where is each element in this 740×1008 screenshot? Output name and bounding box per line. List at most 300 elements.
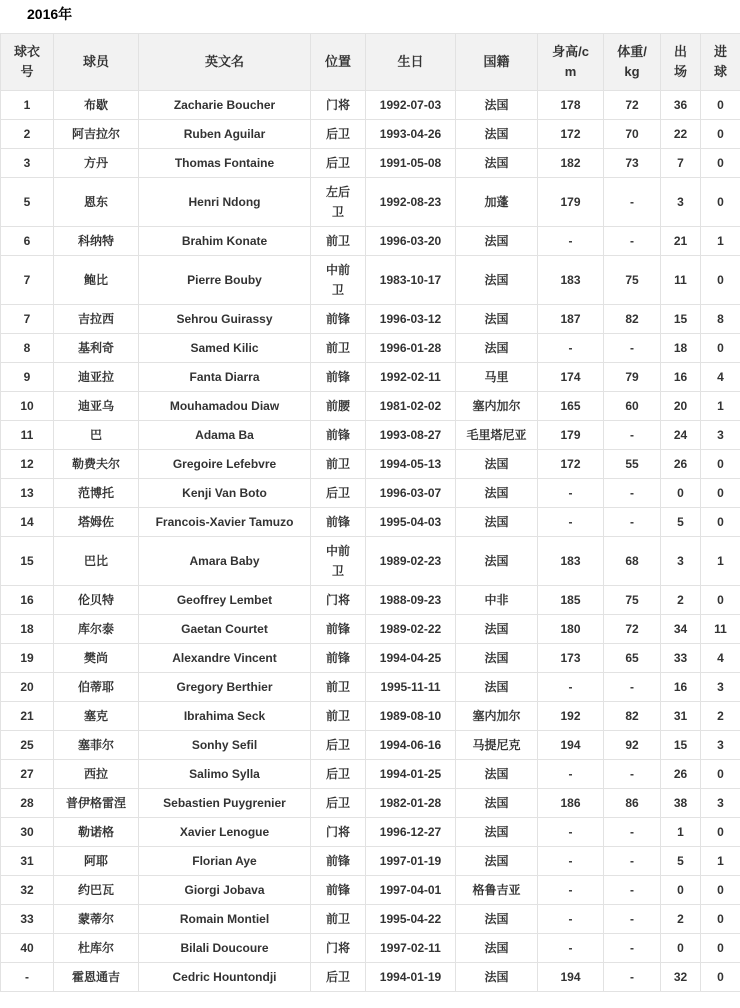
cell-nationality: 法国 bbox=[456, 789, 538, 818]
cell-nationality: 加蓬 bbox=[456, 178, 538, 227]
cell-player-name: 科纳特 bbox=[54, 227, 139, 256]
cell-jersey-number: 11 bbox=[1, 421, 54, 450]
cell-appearances: 3 bbox=[661, 537, 701, 586]
cell-height: 185 bbox=[538, 586, 604, 615]
cell-position: 前腰 bbox=[311, 392, 366, 421]
cell-birthday: 1982-01-28 bbox=[366, 789, 456, 818]
cell-position: 前卫 bbox=[311, 334, 366, 363]
cell-english-name: Thomas Fontaine bbox=[139, 149, 311, 178]
cell-weight: 73 bbox=[604, 149, 661, 178]
cell-player-name: 杜库尔 bbox=[54, 934, 139, 963]
cell-birthday: 1993-04-26 bbox=[366, 120, 456, 149]
cell-weight: - bbox=[604, 508, 661, 537]
cell-player-name: 迪亚乌 bbox=[54, 392, 139, 421]
table-row bbox=[1, 905, 740, 934]
cell-jersey-number: 32 bbox=[1, 876, 54, 905]
cell-jersey-number: 5 bbox=[1, 178, 54, 227]
cell-position: 中前卫 bbox=[311, 256, 366, 305]
cell-weight: 82 bbox=[604, 305, 661, 334]
cell-birthday: 1983-10-17 bbox=[366, 256, 456, 305]
cell-weight: 55 bbox=[604, 450, 661, 479]
cell-english-name: Sehrou Guirassy bbox=[139, 305, 311, 334]
cell-english-name: Amara Baby bbox=[139, 537, 311, 586]
cell-english-name: Alexandre Vincent bbox=[139, 644, 311, 673]
cell-birthday: 1988-09-23 bbox=[366, 586, 456, 615]
cell-nationality: 法国 bbox=[456, 818, 538, 847]
cell-player-name: 伦贝特 bbox=[54, 586, 139, 615]
table-row bbox=[1, 818, 740, 847]
cell-weight: - bbox=[604, 818, 661, 847]
table-row bbox=[1, 450, 740, 479]
cell-birthday: 1996-03-12 bbox=[366, 305, 456, 334]
cell-position: 前锋 bbox=[311, 305, 366, 334]
cell-height: 173 bbox=[538, 644, 604, 673]
cell-weight: - bbox=[604, 847, 661, 876]
cell-height: - bbox=[538, 479, 604, 508]
cell-birthday: 1992-02-11 bbox=[366, 363, 456, 392]
cell-position: 前锋 bbox=[311, 876, 366, 905]
cell-weight: 75 bbox=[604, 586, 661, 615]
cell-player-name: 巴比 bbox=[54, 537, 139, 586]
cell-english-name: Gregoire Lefebvre bbox=[139, 450, 311, 479]
cell-appearances: 38 bbox=[661, 789, 701, 818]
cell-position: 前卫 bbox=[311, 450, 366, 479]
cell-position: 后卫 bbox=[311, 149, 366, 178]
cell-height: - bbox=[538, 227, 604, 256]
cell-appearances: 7 bbox=[661, 149, 701, 178]
cell-height: 165 bbox=[538, 392, 604, 421]
cell-nationality: 中非 bbox=[456, 586, 538, 615]
cell-weight: 65 bbox=[604, 644, 661, 673]
table-row bbox=[1, 256, 740, 305]
cell-player-name: 阿耶 bbox=[54, 847, 139, 876]
cell-jersey-number: 40 bbox=[1, 934, 54, 963]
table-row bbox=[1, 673, 740, 702]
cell-appearances: 24 bbox=[661, 421, 701, 450]
table-body bbox=[1, 91, 740, 992]
cell-height: - bbox=[538, 334, 604, 363]
cell-goals: 1 bbox=[701, 227, 740, 256]
cell-english-name: Cedric Hountondji bbox=[139, 963, 311, 992]
cell-jersey-number: 15 bbox=[1, 537, 54, 586]
table-row bbox=[1, 731, 740, 760]
cell-jersey-number: 9 bbox=[1, 363, 54, 392]
cell-position: 门将 bbox=[311, 934, 366, 963]
col-header-appearances: 出场 bbox=[661, 34, 701, 91]
cell-weight: - bbox=[604, 963, 661, 992]
cell-nationality: 法国 bbox=[456, 615, 538, 644]
cell-jersey-number: 28 bbox=[1, 789, 54, 818]
cell-appearances: 20 bbox=[661, 392, 701, 421]
cell-goals: 0 bbox=[701, 149, 740, 178]
cell-jersey-number: 6 bbox=[1, 227, 54, 256]
table-row bbox=[1, 421, 740, 450]
cell-height: 186 bbox=[538, 789, 604, 818]
cell-english-name: Giorgi Jobava bbox=[139, 876, 311, 905]
cell-appearances: 2 bbox=[661, 905, 701, 934]
table-row bbox=[1, 876, 740, 905]
cell-nationality: 法国 bbox=[456, 905, 538, 934]
col-header-goals: 进球 bbox=[701, 34, 740, 91]
cell-english-name: Geoffrey Lembet bbox=[139, 586, 311, 615]
cell-weight: - bbox=[604, 905, 661, 934]
cell-birthday: 1994-04-25 bbox=[366, 644, 456, 673]
cell-jersey-number: 31 bbox=[1, 847, 54, 876]
cell-jersey-number: 8 bbox=[1, 334, 54, 363]
cell-position: 后卫 bbox=[311, 731, 366, 760]
cell-weight: 79 bbox=[604, 363, 661, 392]
cell-jersey-number: 12 bbox=[1, 450, 54, 479]
cell-weight: 70 bbox=[604, 120, 661, 149]
cell-english-name: Salimo Sylla bbox=[139, 760, 311, 789]
cell-height: 179 bbox=[538, 421, 604, 450]
cell-goals: 3 bbox=[701, 789, 740, 818]
cell-player-name: 塞克 bbox=[54, 702, 139, 731]
cell-weight: - bbox=[604, 760, 661, 789]
cell-jersey-number: 33 bbox=[1, 905, 54, 934]
cell-weight: 60 bbox=[604, 392, 661, 421]
cell-appearances: 15 bbox=[661, 305, 701, 334]
col-header-player-name: 球员 bbox=[54, 34, 139, 91]
cell-jersey-number: 14 bbox=[1, 508, 54, 537]
cell-position: 后卫 bbox=[311, 963, 366, 992]
cell-birthday: 1994-05-13 bbox=[366, 450, 456, 479]
table-row bbox=[1, 934, 740, 963]
cell-jersey-number: 21 bbox=[1, 702, 54, 731]
cell-player-name: 巴 bbox=[54, 421, 139, 450]
cell-appearances: 26 bbox=[661, 760, 701, 789]
cell-english-name: Sebastien Puygrenier bbox=[139, 789, 311, 818]
cell-english-name: Ruben Aguilar bbox=[139, 120, 311, 149]
cell-player-name: 方丹 bbox=[54, 149, 139, 178]
cell-weight: - bbox=[604, 178, 661, 227]
cell-birthday: 1994-01-19 bbox=[366, 963, 456, 992]
cell-jersey-number: 2 bbox=[1, 120, 54, 149]
table-row bbox=[1, 120, 740, 149]
cell-appearances: 18 bbox=[661, 334, 701, 363]
cell-player-name: 勒费夫尔 bbox=[54, 450, 139, 479]
cell-player-name: 库尔泰 bbox=[54, 615, 139, 644]
cell-height: 183 bbox=[538, 256, 604, 305]
cell-jersey-number: 25 bbox=[1, 731, 54, 760]
cell-goals: 0 bbox=[701, 760, 740, 789]
cell-english-name: Adama Ba bbox=[139, 421, 311, 450]
cell-height: - bbox=[538, 847, 604, 876]
cell-goals: 0 bbox=[701, 905, 740, 934]
cell-position: 左后卫 bbox=[311, 178, 366, 227]
cell-position: 前锋 bbox=[311, 847, 366, 876]
cell-player-name: 约巴瓦 bbox=[54, 876, 139, 905]
col-header-birthday: 生日 bbox=[366, 34, 456, 91]
cell-nationality: 法国 bbox=[456, 227, 538, 256]
cell-appearances: 0 bbox=[661, 479, 701, 508]
cell-position: 前卫 bbox=[311, 673, 366, 702]
cell-height: 182 bbox=[538, 149, 604, 178]
cell-player-name: 普伊格雷涅 bbox=[54, 789, 139, 818]
cell-appearances: 2 bbox=[661, 586, 701, 615]
table-row bbox=[1, 334, 740, 363]
cell-english-name: Pierre Bouby bbox=[139, 256, 311, 305]
cell-height: 187 bbox=[538, 305, 604, 334]
cell-nationality: 法国 bbox=[456, 91, 538, 120]
cell-height: 192 bbox=[538, 702, 604, 731]
cell-appearances: 15 bbox=[661, 731, 701, 760]
cell-player-name: 西拉 bbox=[54, 760, 139, 789]
cell-position: 后卫 bbox=[311, 479, 366, 508]
cell-player-name: 恩东 bbox=[54, 178, 139, 227]
cell-player-name: 鲍比 bbox=[54, 256, 139, 305]
cell-english-name: Brahim Konate bbox=[139, 227, 311, 256]
cell-height: 172 bbox=[538, 450, 604, 479]
cell-birthday: 1995-04-03 bbox=[366, 508, 456, 537]
cell-appearances: 16 bbox=[661, 673, 701, 702]
cell-goals: 1 bbox=[701, 847, 740, 876]
cell-nationality: 法国 bbox=[456, 450, 538, 479]
cell-position: 后卫 bbox=[311, 789, 366, 818]
cell-birthday: 1991-05-08 bbox=[366, 149, 456, 178]
cell-appearances: 5 bbox=[661, 508, 701, 537]
cell-position: 前锋 bbox=[311, 615, 366, 644]
col-header-height: 身高/cm bbox=[538, 34, 604, 91]
cell-nationality: 法国 bbox=[456, 256, 538, 305]
cell-player-name: 范博托 bbox=[54, 479, 139, 508]
cell-english-name: Ibrahima Seck bbox=[139, 702, 311, 731]
cell-jersey-number: 20 bbox=[1, 673, 54, 702]
cell-goals: 0 bbox=[701, 334, 740, 363]
cell-jersey-number: 13 bbox=[1, 479, 54, 508]
cell-appearances: 22 bbox=[661, 120, 701, 149]
cell-birthday: 1997-02-11 bbox=[366, 934, 456, 963]
cell-nationality: 塞内加尔 bbox=[456, 392, 538, 421]
cell-jersey-number: 27 bbox=[1, 760, 54, 789]
cell-birthday: 1993-08-27 bbox=[366, 421, 456, 450]
cell-height: 183 bbox=[538, 537, 604, 586]
cell-goals: 2 bbox=[701, 702, 740, 731]
cell-goals: 0 bbox=[701, 256, 740, 305]
table-row bbox=[1, 847, 740, 876]
cell-position: 前锋 bbox=[311, 644, 366, 673]
cell-player-name: 霍恩通吉 bbox=[54, 963, 139, 992]
cell-jersey-number: 19 bbox=[1, 644, 54, 673]
cell-goals: 3 bbox=[701, 421, 740, 450]
cell-birthday: 1995-11-11 bbox=[366, 673, 456, 702]
table-row bbox=[1, 479, 740, 508]
cell-player-name: 基利奇 bbox=[54, 334, 139, 363]
cell-nationality: 法国 bbox=[456, 847, 538, 876]
cell-appearances: 34 bbox=[661, 615, 701, 644]
page-title: 2016年 bbox=[27, 6, 73, 22]
cell-goals: 0 bbox=[701, 479, 740, 508]
cell-goals: 0 bbox=[701, 963, 740, 992]
cell-nationality: 法国 bbox=[456, 305, 538, 334]
cell-goals: 0 bbox=[701, 818, 740, 847]
cell-position: 前卫 bbox=[311, 905, 366, 934]
cell-nationality: 法国 bbox=[456, 963, 538, 992]
cell-player-name: 勒诺格 bbox=[54, 818, 139, 847]
cell-goals: 11 bbox=[701, 615, 740, 644]
cell-goals: 4 bbox=[701, 644, 740, 673]
table-row bbox=[1, 963, 740, 992]
cell-jersey-number: - bbox=[1, 963, 54, 992]
cell-weight: - bbox=[604, 227, 661, 256]
cell-nationality: 法国 bbox=[456, 479, 538, 508]
cell-player-name: 阿吉拉尔 bbox=[54, 120, 139, 149]
cell-goals: 3 bbox=[701, 673, 740, 702]
cell-birthday: 1989-08-10 bbox=[366, 702, 456, 731]
cell-height: - bbox=[538, 905, 604, 934]
cell-player-name: 布歇 bbox=[54, 91, 139, 120]
cell-english-name: Bilali Doucoure bbox=[139, 934, 311, 963]
col-header-position: 位置 bbox=[311, 34, 366, 91]
cell-jersey-number: 18 bbox=[1, 615, 54, 644]
table-row bbox=[1, 91, 740, 120]
cell-goals: 1 bbox=[701, 537, 740, 586]
cell-appearances: 33 bbox=[661, 644, 701, 673]
cell-weight: 72 bbox=[604, 615, 661, 644]
cell-player-name: 迪亚拉 bbox=[54, 363, 139, 392]
cell-goals: 0 bbox=[701, 876, 740, 905]
cell-nationality: 法国 bbox=[456, 760, 538, 789]
table-row bbox=[1, 149, 740, 178]
cell-position: 前卫 bbox=[311, 227, 366, 256]
cell-english-name: Henri Ndong bbox=[139, 178, 311, 227]
cell-weight: - bbox=[604, 673, 661, 702]
cell-birthday: 1989-02-23 bbox=[366, 537, 456, 586]
cell-weight: 75 bbox=[604, 256, 661, 305]
cell-english-name: Gregory Berthier bbox=[139, 673, 311, 702]
cell-jersey-number: 30 bbox=[1, 818, 54, 847]
cell-nationality: 法国 bbox=[456, 149, 538, 178]
cell-position: 中前卫 bbox=[311, 537, 366, 586]
cell-appearances: 1 bbox=[661, 818, 701, 847]
cell-nationality: 法国 bbox=[456, 537, 538, 586]
cell-birthday: 1992-08-23 bbox=[366, 178, 456, 227]
cell-birthday: 1996-01-28 bbox=[366, 334, 456, 363]
cell-birthday: 1996-12-27 bbox=[366, 818, 456, 847]
cell-birthday: 1994-01-25 bbox=[366, 760, 456, 789]
table-row bbox=[1, 508, 740, 537]
col-header-english-name: 英文名 bbox=[139, 34, 311, 91]
cell-birthday: 1997-01-19 bbox=[366, 847, 456, 876]
cell-height: - bbox=[538, 934, 604, 963]
cell-english-name: Samed Kilic bbox=[139, 334, 311, 363]
cell-nationality: 法国 bbox=[456, 120, 538, 149]
cell-player-name: 樊尚 bbox=[54, 644, 139, 673]
cell-appearances: 0 bbox=[661, 934, 701, 963]
cell-height: 180 bbox=[538, 615, 604, 644]
table-row bbox=[1, 615, 740, 644]
cell-goals: 0 bbox=[701, 450, 740, 479]
cell-position: 前锋 bbox=[311, 508, 366, 537]
table-row bbox=[1, 644, 740, 673]
cell-english-name: Kenji Van Boto bbox=[139, 479, 311, 508]
cell-english-name: Francois-Xavier Tamuzo bbox=[139, 508, 311, 537]
cell-position: 前锋 bbox=[311, 363, 366, 392]
cell-birthday: 1989-02-22 bbox=[366, 615, 456, 644]
cell-nationality: 法国 bbox=[456, 673, 538, 702]
cell-position: 后卫 bbox=[311, 120, 366, 149]
cell-goals: 3 bbox=[701, 731, 740, 760]
cell-nationality: 法国 bbox=[456, 508, 538, 537]
cell-weight: 82 bbox=[604, 702, 661, 731]
cell-height: 172 bbox=[538, 120, 604, 149]
cell-position: 门将 bbox=[311, 91, 366, 120]
cell-english-name: Fanta Diarra bbox=[139, 363, 311, 392]
table-row bbox=[1, 305, 740, 334]
cell-goals: 0 bbox=[701, 586, 740, 615]
cell-position: 后卫 bbox=[311, 760, 366, 789]
cell-player-name: 吉拉西 bbox=[54, 305, 139, 334]
table-row bbox=[1, 586, 740, 615]
table-row bbox=[1, 363, 740, 392]
cell-english-name: Sonhy Sefil bbox=[139, 731, 311, 760]
cell-height: - bbox=[538, 818, 604, 847]
cell-goals: 4 bbox=[701, 363, 740, 392]
col-header-nationality: 国籍 bbox=[456, 34, 538, 91]
cell-birthday: 1996-03-07 bbox=[366, 479, 456, 508]
cell-appearances: 5 bbox=[661, 847, 701, 876]
cell-appearances: 11 bbox=[661, 256, 701, 305]
cell-height: 194 bbox=[538, 963, 604, 992]
cell-birthday: 1996-03-20 bbox=[366, 227, 456, 256]
cell-jersey-number: 7 bbox=[1, 305, 54, 334]
cell-nationality: 法国 bbox=[456, 334, 538, 363]
cell-position: 前卫 bbox=[311, 702, 366, 731]
cell-birthday: 1994-06-16 bbox=[366, 731, 456, 760]
cell-english-name: Mouhamadou Diaw bbox=[139, 392, 311, 421]
cell-weight: - bbox=[604, 876, 661, 905]
cell-weight: - bbox=[604, 479, 661, 508]
cell-goals: 1 bbox=[701, 392, 740, 421]
cell-player-name: 伯蒂耶 bbox=[54, 673, 139, 702]
cell-position: 门将 bbox=[311, 586, 366, 615]
cell-appearances: 0 bbox=[661, 876, 701, 905]
cell-appearances: 32 bbox=[661, 963, 701, 992]
cell-birthday: 1997-04-01 bbox=[366, 876, 456, 905]
player-stats-table bbox=[0, 33, 740, 992]
cell-nationality: 法国 bbox=[456, 644, 538, 673]
cell-height: - bbox=[538, 876, 604, 905]
cell-jersey-number: 3 bbox=[1, 149, 54, 178]
cell-appearances: 21 bbox=[661, 227, 701, 256]
cell-jersey-number: 7 bbox=[1, 256, 54, 305]
cell-appearances: 16 bbox=[661, 363, 701, 392]
cell-height: 179 bbox=[538, 178, 604, 227]
cell-weight: 92 bbox=[604, 731, 661, 760]
table-row bbox=[1, 537, 740, 586]
cell-goals: 8 bbox=[701, 305, 740, 334]
table-row bbox=[1, 789, 740, 818]
cell-weight: 68 bbox=[604, 537, 661, 586]
cell-weight: - bbox=[604, 334, 661, 363]
cell-player-name: 塞菲尔 bbox=[54, 731, 139, 760]
col-header-weight: 体重/kg bbox=[604, 34, 661, 91]
cell-nationality: 格鲁吉亚 bbox=[456, 876, 538, 905]
cell-height: 178 bbox=[538, 91, 604, 120]
table-row bbox=[1, 227, 740, 256]
cell-appearances: 26 bbox=[661, 450, 701, 479]
cell-weight: - bbox=[604, 421, 661, 450]
cell-jersey-number: 1 bbox=[1, 91, 54, 120]
cell-english-name: Zacharie Boucher bbox=[139, 91, 311, 120]
cell-nationality: 马里 bbox=[456, 363, 538, 392]
cell-goals: 0 bbox=[701, 120, 740, 149]
cell-english-name: Gaetan Courtet bbox=[139, 615, 311, 644]
cell-english-name: Florian Aye bbox=[139, 847, 311, 876]
col-header-jersey-number: 球衣号 bbox=[1, 34, 54, 91]
cell-birthday: 1992-07-03 bbox=[366, 91, 456, 120]
cell-english-name: Romain Montiel bbox=[139, 905, 311, 934]
